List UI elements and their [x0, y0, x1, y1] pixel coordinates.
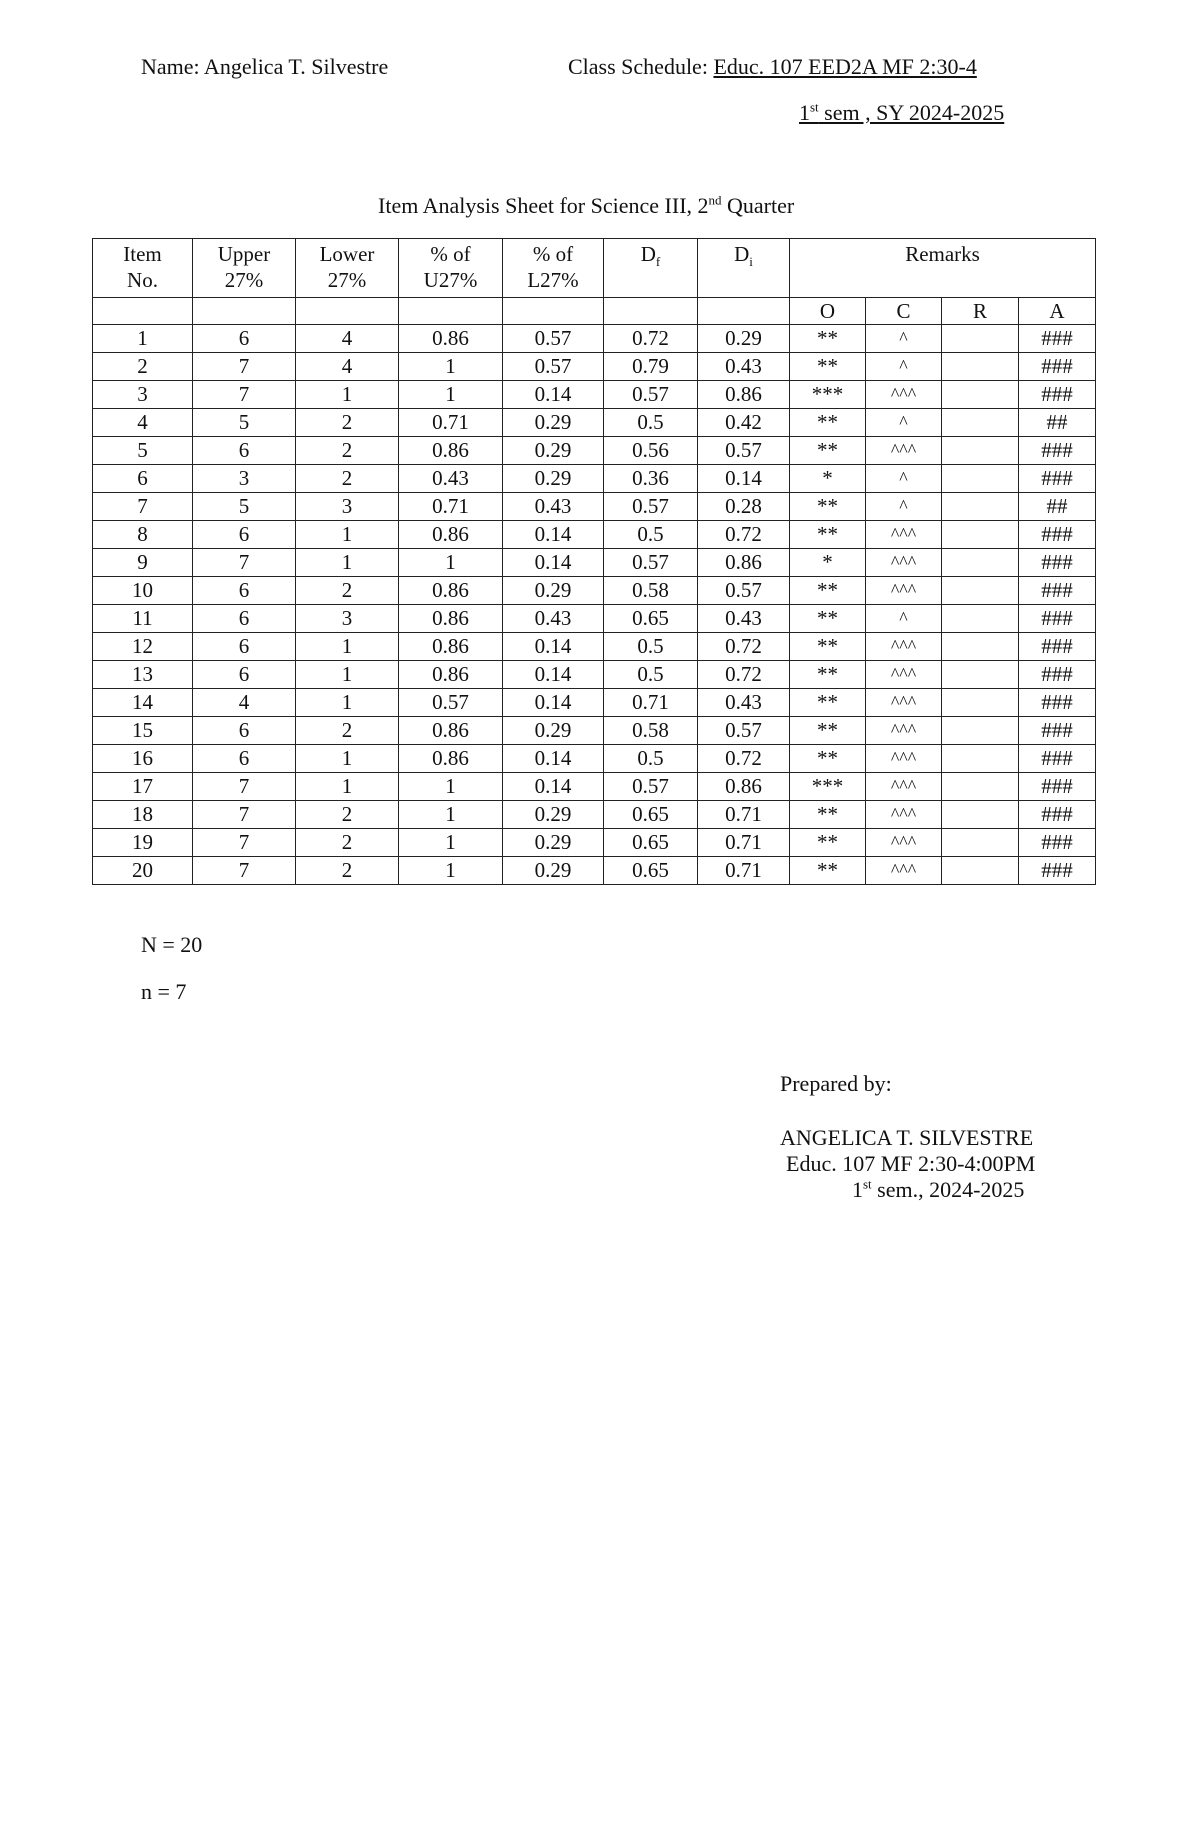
cell-remark-a: ###	[1019, 325, 1096, 353]
cell-item-no: 6	[93, 465, 193, 493]
cell-remark-c: ^^^	[866, 717, 942, 745]
cell-remark-o: **	[790, 689, 866, 717]
cell-upper-27: 7	[193, 381, 296, 409]
cell-discrimination: 0.86	[698, 549, 790, 577]
cell-lower-27: 2	[296, 801, 399, 829]
table-row	[93, 521, 1096, 549]
table-body	[93, 325, 1096, 885]
cell-remark-o: **	[790, 521, 866, 549]
cell-lower-27: 4	[296, 353, 399, 381]
cell-difficulty: 0.5	[604, 521, 698, 549]
cell-difficulty: 0.65	[604, 605, 698, 633]
cell-remark-a: ###	[1019, 437, 1096, 465]
preparer-schedule: Educ. 107 MF 2:30-4:00PM	[786, 1151, 1036, 1176]
cell-remark-o: **	[790, 409, 866, 437]
cell-upper-27: 6	[193, 605, 296, 633]
cell-difficulty: 0.65	[604, 857, 698, 885]
cell-remark-c: ^	[866, 353, 942, 381]
cell-percent-l27: 0.29	[503, 465, 604, 493]
cell-difficulty: 0.36	[604, 465, 698, 493]
cell-discrimination: 0.86	[698, 381, 790, 409]
cell-remark-c: ^^^	[866, 521, 942, 549]
cell-upper-27: 6	[193, 745, 296, 773]
cell-discrimination: 0.57	[698, 717, 790, 745]
cell-remark-r	[942, 857, 1019, 885]
cell-item-no: 3	[93, 381, 193, 409]
semester-number: 1	[799, 100, 810, 125]
cell-discrimination: 0.57	[698, 437, 790, 465]
cell-upper-27: 3	[193, 465, 296, 493]
cell-remark-r	[942, 773, 1019, 801]
cell-remark-c: ^^^	[866, 437, 942, 465]
cell-lower-27: 1	[296, 521, 399, 549]
cell-item-no: 12	[93, 633, 193, 661]
cell-remark-o: **	[790, 717, 866, 745]
cell-upper-27: 4	[193, 689, 296, 717]
cell-upper-27: 7	[193, 773, 296, 801]
cell-discrimination: 0.43	[698, 353, 790, 381]
cell-discrimination: 0.28	[698, 493, 790, 521]
cell-remark-r	[942, 521, 1019, 549]
cell-lower-27: 1	[296, 381, 399, 409]
cell-percent-u27: 1	[399, 829, 503, 857]
cell-remark-o: ***	[790, 773, 866, 801]
preparer-semester: 1st sem., 2024-2025	[852, 1176, 1025, 1202]
cell-item-no: 16	[93, 745, 193, 773]
cell-percent-l27: 0.14	[503, 521, 604, 549]
cell-remark-o: **	[790, 325, 866, 353]
table-row	[93, 857, 1096, 885]
header-item-no: Item No.	[93, 239, 193, 298]
cell-upper-27: 7	[193, 857, 296, 885]
cell-discrimination: 0.29	[698, 325, 790, 353]
total-items: N = 20	[141, 932, 203, 957]
cell-remark-c: ^	[866, 493, 942, 521]
cell-remark-o: **	[790, 857, 866, 885]
cell-percent-l27: 0.57	[503, 353, 604, 381]
cell-remark-c: ^^^	[866, 661, 942, 689]
cell-percent-u27: 0.86	[399, 717, 503, 745]
cell-remark-c: ^	[866, 325, 942, 353]
cell-remark-a: ###	[1019, 465, 1096, 493]
cell-item-no: 2	[93, 353, 193, 381]
cell-discrimination: 0.42	[698, 409, 790, 437]
cell-item-no: 5	[93, 437, 193, 465]
cell-difficulty: 0.58	[604, 717, 698, 745]
cell-difficulty: 0.65	[604, 801, 698, 829]
cell-remark-c: ^^^	[866, 773, 942, 801]
class-schedule	[568, 54, 977, 80]
cell-percent-u27: 0.86	[399, 437, 503, 465]
cell-lower-27: 2	[296, 717, 399, 745]
cell-remark-r	[942, 745, 1019, 773]
subheader-remark-a: A	[1019, 298, 1096, 325]
cell-remark-c: ^^^	[866, 829, 942, 857]
subheader-blank	[604, 298, 698, 325]
student-name: Name: Angelica T. Silvestre	[141, 54, 389, 79]
cell-remark-a: ###	[1019, 773, 1096, 801]
cell-upper-27: 7	[193, 829, 296, 857]
cell-upper-27: 6	[193, 437, 296, 465]
cell-item-no: 14	[93, 689, 193, 717]
item-analysis-table	[92, 238, 1096, 885]
sheet-title-ordinal: nd	[708, 192, 722, 208]
cell-remark-c: ^^^	[866, 577, 942, 605]
cell-lower-27: 1	[296, 773, 399, 801]
cell-item-no: 18	[93, 801, 193, 829]
cell-remark-a: ###	[1019, 381, 1096, 409]
cell-remark-c: ^^^	[866, 549, 942, 577]
cell-percent-l27: 0.29	[503, 801, 604, 829]
cell-remark-c: ^^^	[866, 745, 942, 773]
cell-discrimination: 0.72	[698, 633, 790, 661]
cell-difficulty: 0.5	[604, 661, 698, 689]
cell-percent-u27: 1	[399, 353, 503, 381]
cell-remark-c: ^	[866, 409, 942, 437]
cell-lower-27: 3	[296, 605, 399, 633]
cell-remark-c: ^	[866, 465, 942, 493]
table-row	[93, 829, 1096, 857]
cell-percent-l27: 0.14	[503, 689, 604, 717]
cell-upper-27: 7	[193, 353, 296, 381]
cell-remark-r	[942, 689, 1019, 717]
cell-lower-27: 1	[296, 689, 399, 717]
cell-remark-r	[942, 633, 1019, 661]
preparer-name: ANGELICA T. SILVESTRE	[780, 1125, 1034, 1150]
table-row	[93, 409, 1096, 437]
table-row	[93, 605, 1096, 633]
cell-lower-27: 2	[296, 437, 399, 465]
cell-remark-a: ###	[1019, 689, 1096, 717]
cell-discrimination: 0.72	[698, 661, 790, 689]
cell-remark-a: ###	[1019, 577, 1096, 605]
cell-lower-27: 1	[296, 661, 399, 689]
subheader-blank	[296, 298, 399, 325]
cell-percent-l27: 0.29	[503, 577, 604, 605]
cell-remark-a: ###	[1019, 745, 1096, 773]
cell-remark-o: ***	[790, 381, 866, 409]
cell-percent-u27: 0.57	[399, 689, 503, 717]
table-row	[93, 465, 1096, 493]
cell-percent-l27: 0.29	[503, 409, 604, 437]
cell-percent-u27: 0.43	[399, 465, 503, 493]
cell-discrimination: 0.14	[698, 465, 790, 493]
table-row	[93, 745, 1096, 773]
subheader-remark-c: C	[866, 298, 942, 325]
table-row	[93, 493, 1096, 521]
cell-percent-u27: 0.86	[399, 325, 503, 353]
cell-remark-a: ###	[1019, 857, 1096, 885]
cell-discrimination: 0.43	[698, 689, 790, 717]
cell-difficulty: 0.57	[604, 549, 698, 577]
cell-percent-l27: 0.14	[503, 745, 604, 773]
cell-remark-a: ###	[1019, 829, 1096, 857]
cell-percent-u27: 0.86	[399, 521, 503, 549]
subheader-remark-r: R	[942, 298, 1019, 325]
cell-remark-r	[942, 605, 1019, 633]
cell-upper-27: 6	[193, 717, 296, 745]
cell-upper-27: 7	[193, 801, 296, 829]
cell-remark-o: **	[790, 745, 866, 773]
cell-lower-27: 2	[296, 409, 399, 437]
header-difficulty: $D_f$	[604, 239, 698, 298]
cell-difficulty: 0.57	[604, 381, 698, 409]
header-percent-l27: % of L27%	[503, 239, 604, 298]
cell-remark-r	[942, 661, 1019, 689]
cell-remark-a: ###	[1019, 633, 1096, 661]
sheet-title-main: Item Analysis Sheet for Science III, 2	[378, 193, 709, 218]
cell-percent-u27: 0.86	[399, 661, 503, 689]
table-row	[93, 577, 1096, 605]
cell-remark-o: **	[790, 437, 866, 465]
cell-percent-u27: 0.86	[399, 633, 503, 661]
cell-remark-a: ###	[1019, 521, 1096, 549]
header-lower-27: Lower 27%	[296, 239, 399, 298]
cell-item-no: 7	[93, 493, 193, 521]
subheader-blank	[503, 298, 604, 325]
cell-remark-r	[942, 829, 1019, 857]
cell-percent-u27: 0.86	[399, 745, 503, 773]
table-row	[93, 801, 1096, 829]
cell-remark-c: ^^^	[866, 689, 942, 717]
cell-difficulty: 0.72	[604, 325, 698, 353]
class-schedule-label: Class Schedule:	[568, 54, 714, 79]
cell-upper-27: 5	[193, 409, 296, 437]
header-upper-27: Upper 27%	[193, 239, 296, 298]
cell-remark-c: ^^^	[866, 801, 942, 829]
cell-lower-27: 3	[296, 493, 399, 521]
table-row	[93, 381, 1096, 409]
cell-difficulty: 0.71	[604, 689, 698, 717]
cell-remark-r	[942, 437, 1019, 465]
cell-difficulty: 0.5	[604, 745, 698, 773]
sheet-title	[378, 193, 794, 219]
cell-percent-u27: 1	[399, 381, 503, 409]
cell-remark-r	[942, 549, 1019, 577]
cell-discrimination: 0.86	[698, 773, 790, 801]
cell-percent-l27: 0.57	[503, 325, 604, 353]
cell-remark-a: ###	[1019, 605, 1096, 633]
cell-percent-u27: 0.71	[399, 493, 503, 521]
cell-difficulty: 0.58	[604, 577, 698, 605]
cell-percent-l27: 0.29	[503, 829, 604, 857]
cell-percent-u27: 1	[399, 857, 503, 885]
cell-remark-a: ###	[1019, 353, 1096, 381]
cell-remark-r	[942, 353, 1019, 381]
table-row	[93, 717, 1096, 745]
cell-upper-27: 6	[193, 633, 296, 661]
table-row	[93, 437, 1096, 465]
cell-remark-o: **	[790, 353, 866, 381]
prepared-by-label: Prepared by:	[780, 1071, 892, 1096]
cell-percent-u27: 1	[399, 549, 503, 577]
cell-item-no: 20	[93, 857, 193, 885]
cell-percent-l27: 0.43	[503, 605, 604, 633]
cell-lower-27: 1	[296, 633, 399, 661]
cell-discrimination: 0.71	[698, 829, 790, 857]
cell-percent-l27: 0.14	[503, 633, 604, 661]
cell-difficulty: 0.5	[604, 409, 698, 437]
cell-item-no: 4	[93, 409, 193, 437]
cell-remark-r	[942, 381, 1019, 409]
cell-percent-u27: 0.86	[399, 577, 503, 605]
cell-remark-c: ^	[866, 605, 942, 633]
subheader-blank	[399, 298, 503, 325]
cell-difficulty: 0.57	[604, 493, 698, 521]
table-row	[93, 689, 1096, 717]
cell-item-no: 11	[93, 605, 193, 633]
cell-remark-r	[942, 325, 1019, 353]
cell-remark-o: **	[790, 661, 866, 689]
table-row	[93, 353, 1096, 381]
cell-percent-u27: 0.71	[399, 409, 503, 437]
table-row	[93, 633, 1096, 661]
cell-upper-27: 5	[193, 493, 296, 521]
cell-item-no: 10	[93, 577, 193, 605]
subheader-blank	[698, 298, 790, 325]
cell-remark-r	[942, 409, 1019, 437]
semester-ordinal: st	[810, 99, 819, 115]
cell-percent-l27: 0.14	[503, 661, 604, 689]
header-percent-u27: % of U27%	[399, 239, 503, 298]
cell-upper-27: 7	[193, 549, 296, 577]
class-schedule-value: Educ. 107 EED2A MF 2:30-4	[713, 54, 977, 79]
cell-remark-a: ###	[1019, 549, 1096, 577]
cell-remark-r	[942, 493, 1019, 521]
cell-remark-a: ###	[1019, 717, 1096, 745]
table-row	[93, 773, 1096, 801]
header-discrimination: $D_i$	[698, 239, 790, 298]
cell-difficulty: 0.57	[604, 773, 698, 801]
cell-remark-o: **	[790, 605, 866, 633]
cell-item-no: 15	[93, 717, 193, 745]
sheet-title-quarter: Quarter	[721, 193, 795, 218]
cell-lower-27: 4	[296, 325, 399, 353]
cell-lower-27: 1	[296, 549, 399, 577]
table-row	[93, 661, 1096, 689]
cell-percent-l27: 0.43	[503, 493, 604, 521]
cell-percent-u27: 1	[399, 773, 503, 801]
cell-item-no: 9	[93, 549, 193, 577]
cell-discrimination: 0.43	[698, 605, 790, 633]
cell-discrimination: 0.57	[698, 577, 790, 605]
cell-percent-l27: 0.14	[503, 381, 604, 409]
cell-remark-a: ##	[1019, 409, 1096, 437]
semester-line	[799, 100, 1004, 126]
cell-difficulty: 0.65	[604, 829, 698, 857]
cell-remark-a: ###	[1019, 801, 1096, 829]
cell-remark-r	[942, 577, 1019, 605]
cell-remark-o: *	[790, 465, 866, 493]
cell-percent-l27: 0.29	[503, 857, 604, 885]
cell-remark-o: *	[790, 549, 866, 577]
cell-percent-l27: 0.14	[503, 773, 604, 801]
cell-remark-c: ^^^	[866, 633, 942, 661]
cell-discrimination: 0.71	[698, 857, 790, 885]
cell-upper-27: 6	[193, 661, 296, 689]
cell-lower-27: 1	[296, 745, 399, 773]
cell-remark-r	[942, 801, 1019, 829]
cell-difficulty: 0.79	[604, 353, 698, 381]
cell-item-no: 13	[93, 661, 193, 689]
cell-item-no: 1	[93, 325, 193, 353]
cell-upper-27: 6	[193, 577, 296, 605]
cell-remark-r	[942, 465, 1019, 493]
table-row	[93, 549, 1096, 577]
cell-remark-c: ^^^	[866, 381, 942, 409]
cell-remark-o: **	[790, 577, 866, 605]
group-size: n = 7	[141, 979, 187, 1004]
table-row	[93, 325, 1096, 353]
cell-remark-o: **	[790, 493, 866, 521]
cell-lower-27: 2	[296, 577, 399, 605]
cell-remark-a: ###	[1019, 661, 1096, 689]
cell-percent-u27: 0.86	[399, 605, 503, 633]
cell-difficulty: 0.5	[604, 633, 698, 661]
cell-lower-27: 2	[296, 829, 399, 857]
cell-difficulty: 0.56	[604, 437, 698, 465]
cell-item-no: 17	[93, 773, 193, 801]
cell-discrimination: 0.71	[698, 801, 790, 829]
cell-percent-l27: 0.29	[503, 717, 604, 745]
cell-remark-c: ^^^	[866, 857, 942, 885]
cell-item-no: 8	[93, 521, 193, 549]
cell-percent-l27: 0.14	[503, 549, 604, 577]
cell-upper-27: 6	[193, 521, 296, 549]
cell-discrimination: 0.72	[698, 521, 790, 549]
cell-remark-r	[942, 717, 1019, 745]
cell-percent-u27: 1	[399, 801, 503, 829]
header-remarks: Remarks	[790, 239, 1096, 298]
subheader-blank	[193, 298, 296, 325]
cell-lower-27: 2	[296, 465, 399, 493]
subheader-remark-o: O	[790, 298, 866, 325]
cell-remark-a: ##	[1019, 493, 1096, 521]
cell-item-no: 19	[93, 829, 193, 857]
cell-percent-l27: 0.29	[503, 437, 604, 465]
semester-text: sem , SY 2024-2025	[818, 100, 1005, 125]
cell-remark-o: **	[790, 633, 866, 661]
cell-remark-o: **	[790, 801, 866, 829]
cell-remark-o: **	[790, 829, 866, 857]
cell-discrimination: 0.72	[698, 745, 790, 773]
cell-lower-27: 2	[296, 857, 399, 885]
subheader-blank	[93, 298, 193, 325]
cell-upper-27: 6	[193, 325, 296, 353]
